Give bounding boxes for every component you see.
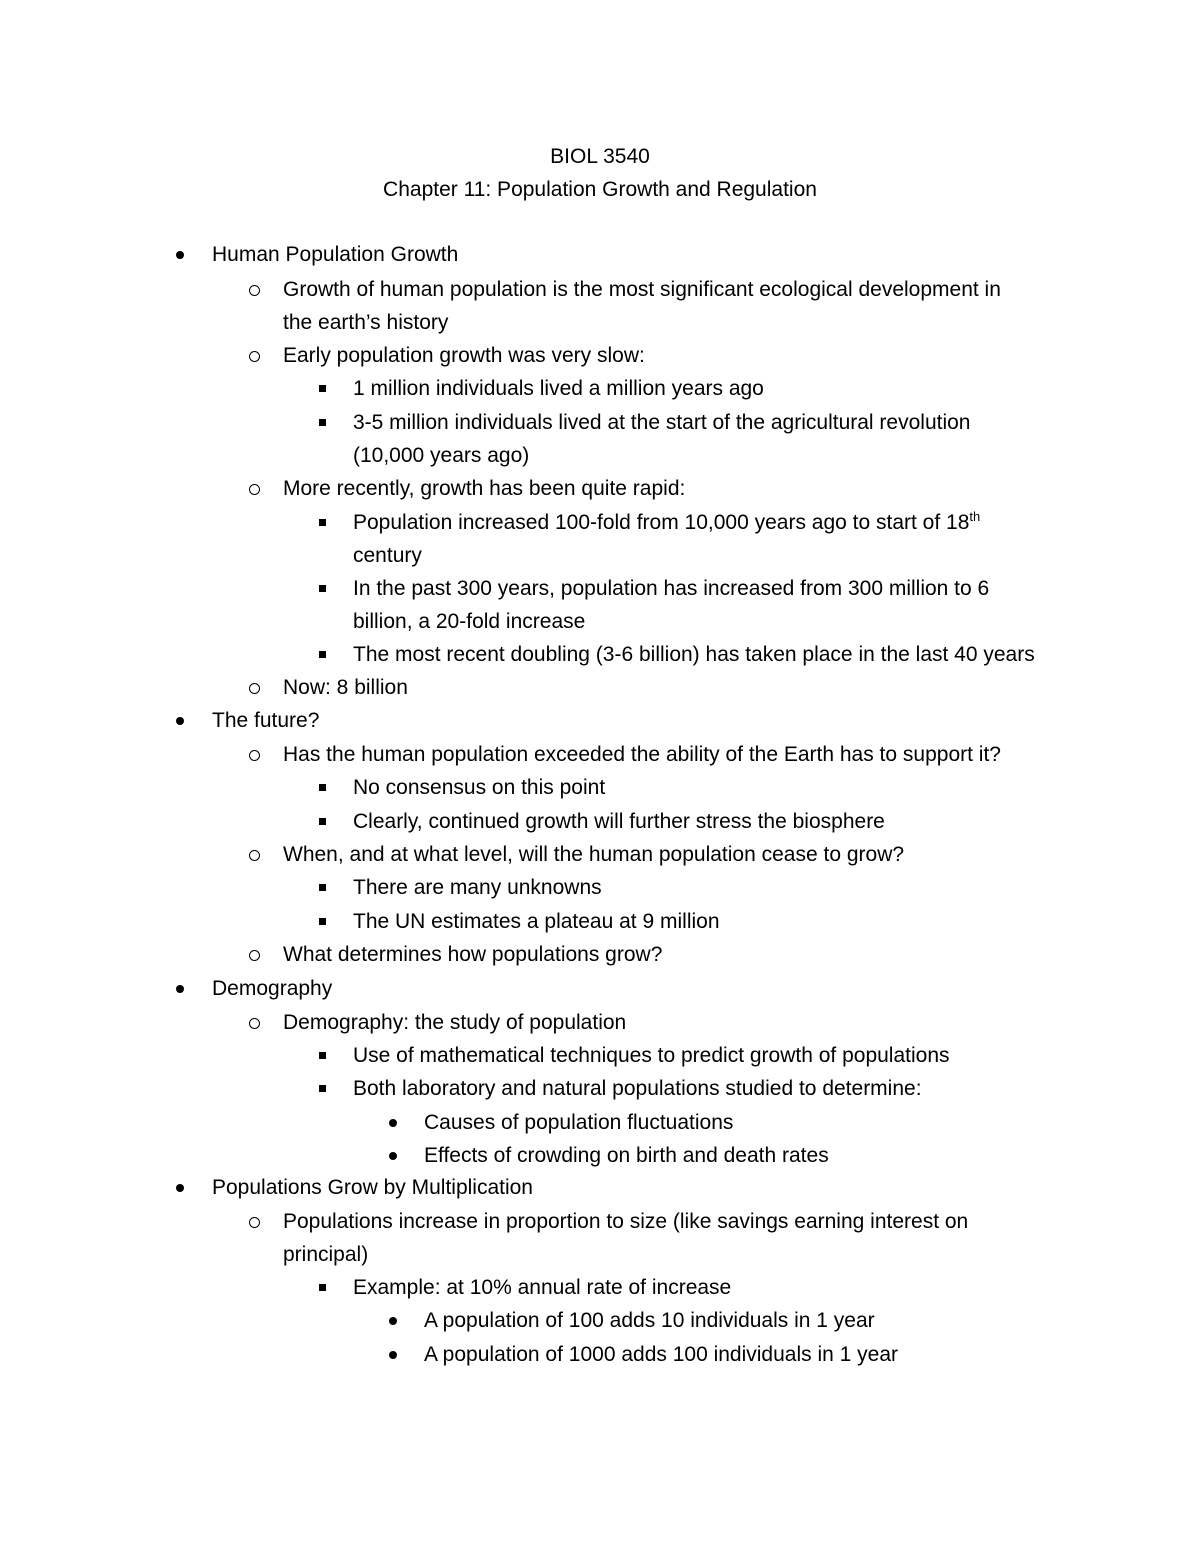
bullet-dot-icon <box>176 1184 184 1192</box>
bullet-dot-icon <box>176 985 184 993</box>
bullet-square-icon <box>319 1085 326 1092</box>
list-item-continuation: (10,000 years ago) <box>353 444 530 467</box>
list-item: Populations increase in proportion to size (like savings earning interest on <box>283 1210 969 1233</box>
list-item: Use of mathematical techniques to predict growth of populations <box>353 1044 950 1067</box>
bullet-square-icon <box>319 784 326 791</box>
list-item: 1 million individuals lived a million years ago <box>353 377 764 400</box>
list-item: Has the human population exceeded the ability of the Earth has to support it? <box>283 743 1001 766</box>
list-item: Early population growth was very slow: <box>283 344 645 367</box>
section-heading: The future? <box>212 709 320 732</box>
list-item-text: Population increased 100-fold from 10,000 years ago to start of 18 <box>353 511 970 534</box>
list-item: No consensus on this point <box>353 776 606 799</box>
superscript-th: th <box>969 509 981 524</box>
bullet-circle-icon <box>249 950 260 961</box>
list-item: 3-5 million individuals lived at the start of the agricultural revolution <box>353 411 971 434</box>
list-item: What determines how populations grow? <box>283 943 663 966</box>
list-item: Demography: the study of population <box>283 1011 627 1034</box>
list-item: Clearly, continued growth will further stress the biosphere <box>353 810 885 833</box>
chapter-title: Chapter 11: Population Growth and Regulation <box>383 178 817 201</box>
list-item: Effects of crowding on birth and death rates <box>424 1144 829 1167</box>
list-item: Example: at 10% annual rate of increase <box>353 1276 732 1299</box>
bullet-dot-icon <box>389 1152 397 1160</box>
bullet-square-icon <box>319 1284 326 1291</box>
list-item: Causes of population fluctuations <box>424 1111 734 1134</box>
list-item: When, and at what level, will the human population cease to grow? <box>283 843 905 866</box>
list-item: Both laboratory and natural populations studied to determine: <box>353 1077 922 1100</box>
bullet-dot-icon <box>389 1119 397 1127</box>
bullet-circle-icon <box>249 750 260 761</box>
bullet-square-icon <box>319 1052 326 1059</box>
bullet-square-icon <box>319 585 326 592</box>
bullet-circle-icon <box>249 1217 260 1228</box>
bullet-dot-icon <box>389 1351 397 1359</box>
list-item-continuation: the earth’s history <box>283 311 449 334</box>
list-item-continuation: principal) <box>283 1243 369 1266</box>
bullet-square-icon <box>319 884 326 891</box>
bullet-circle-icon <box>249 285 260 296</box>
bullet-square-icon <box>319 419 326 426</box>
bullet-square-icon <box>319 918 326 925</box>
list-item: More recently, growth has been quite rapid: <box>283 477 686 500</box>
bullet-circle-icon <box>249 484 260 495</box>
bullet-square-icon <box>319 385 326 392</box>
section-heading: Demography <box>212 977 333 1000</box>
list-item: A population of 100 adds 10 individuals in 1 year <box>424 1309 875 1332</box>
course-title: BIOL 3540 <box>550 145 650 168</box>
bullet-circle-icon <box>249 1018 260 1029</box>
list-item: The UN estimates a plateau at 9 million <box>353 910 720 933</box>
bullet-circle-icon <box>249 683 260 694</box>
bullet-square-icon <box>319 519 326 526</box>
list-item <box>353 509 980 537</box>
section-heading: Human Population Growth <box>212 243 459 266</box>
list-item: A population of 1000 adds 100 individuals in 1 year <box>424 1343 899 1366</box>
bullet-square-icon <box>319 818 326 825</box>
bullet-circle-icon <box>249 351 260 362</box>
bullet-dot-icon <box>389 1317 397 1325</box>
bullet-dot-icon <box>176 251 184 259</box>
bullet-dot-icon <box>176 717 184 725</box>
list-item: There are many unknowns <box>353 876 602 899</box>
list-item: Growth of human population is the most significant ecological development in <box>283 278 1001 301</box>
list-item: The most recent doubling (3-6 billion) has taken place in the last 40 years <box>353 643 1035 666</box>
list-item-continuation: billion, a 20-fold increase <box>353 610 586 633</box>
bullet-circle-icon <box>249 850 260 861</box>
list-item-continuation: century <box>353 544 422 567</box>
list-item: In the past 300 years, population has increased from 300 million to 6 <box>353 577 990 600</box>
bullet-square-icon <box>319 651 326 658</box>
list-item: Now: 8 billion <box>283 676 408 699</box>
section-heading: Populations Grow by Multiplication <box>212 1176 533 1199</box>
